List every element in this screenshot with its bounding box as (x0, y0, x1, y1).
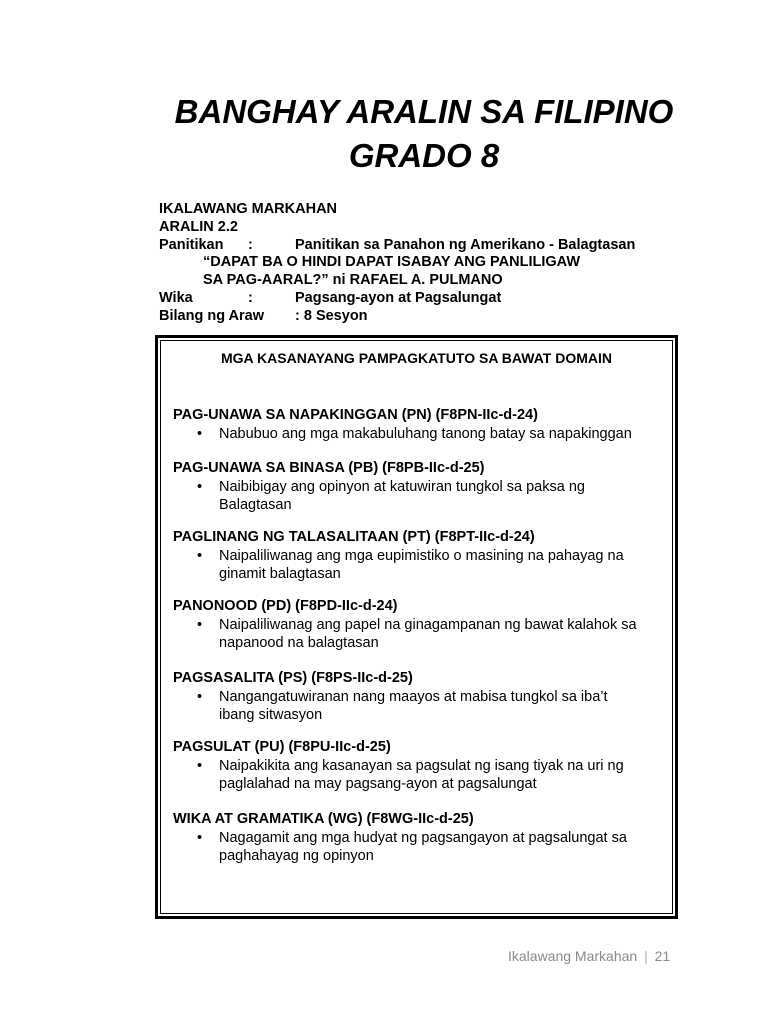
domain-list (173, 425, 673, 443)
domain-title: PAGSULAT (PU) (F8PU-IIc-d-25) (173, 739, 391, 755)
panitikan-value: Panitikan sa Panahon ng Amerikano - Balagtasan (295, 236, 636, 253)
domain-title: PAGSASALITA (PS) (F8PS-IIc-d-25) (173, 670, 413, 686)
domain-list (173, 829, 673, 865)
domain-pt (173, 528, 673, 583)
page-footer (508, 948, 670, 964)
competencies-box-inner (160, 340, 673, 914)
domain-pu (173, 738, 673, 793)
domain-wg (173, 810, 673, 865)
lesson-meta (159, 201, 719, 326)
competencies-box (155, 335, 678, 919)
panitikan-colon: : (248, 236, 253, 253)
wika-colon: : (248, 289, 253, 306)
aralin-label: ARALIN 2.2 (159, 218, 238, 235)
akda-line-1: “DAPAT BA O HINDI DAPAT ISABAY ANG PANLILIGAW (203, 254, 581, 271)
document-title (0, 90, 768, 178)
domain-list (173, 757, 673, 793)
bilang-label: Bilang ng Araw (159, 307, 264, 324)
list-item: • Nagagamit ang mga hudyat ng pagsangayon at pagsalungat sa paghahayag ng opinyon (173, 829, 639, 865)
wika-label: Wika (159, 289, 193, 306)
domain-title: PAG-UNAWA SA BINASA (PB) (F8PB-IIc-d-25) (173, 460, 485, 476)
list-item: • Naipaliliwanag ang papel na ginagampanan ng bawat kalahok sa napanood na balagtasan (173, 616, 639, 652)
domain-ps (173, 669, 673, 724)
list-item: • Nangangatuwiranan nang maayos at mabisa tungkol sa iba’t ibang sitwasyon (173, 688, 639, 724)
domain-pd (173, 597, 673, 652)
domain-list (173, 688, 673, 724)
bilang-value: : 8 Sesyon (295, 307, 368, 324)
footer-label: Ikalawang Markahan (508, 948, 638, 964)
wika-value: Pagsang-ayon at Pagsalungat (295, 289, 502, 306)
title-line-2: GRADO 8 (348, 137, 500, 174)
domain-list (173, 478, 673, 514)
footer-separator: | (644, 948, 648, 964)
domain-title: WIKA AT GRAMATIKA (WG) (F8WG-IIc-d-25) (173, 811, 474, 827)
page-number: 21 (654, 948, 671, 964)
list-item: • Naipakikita ang kasanayan sa pagsulat ng isang tiyak na uri ng paglalahad na may pagsang-ayon at pagsalungat (173, 757, 639, 793)
title-line-1: BANGHAY ARALIN SA FILIPINO (174, 93, 674, 130)
domain-title: PAGLINANG NG TALASALITAAN (PT) (F8PT-IIc-d-24) (173, 529, 535, 545)
panitikan-label: Panitikan (159, 236, 224, 253)
markahan-label: IKALAWANG MARKAHAN (159, 201, 338, 217)
list-item: • Nabubuo ang mga makabuluhang tanong batay sa napakinggan (173, 425, 639, 443)
domain-title: PANONOOD (PD) (F8PD-IIc-d-24) (173, 598, 398, 614)
akda-line-2: SA PAG-AARAL?” ni RAFAEL A. PULMANO (203, 272, 503, 289)
domain-pb (173, 459, 673, 514)
domain-title: PAG-UNAWA SA NAPAKINGGAN (PN) (F8PN-IIc-d-24) (173, 407, 538, 423)
list-item: • Naibibigay ang opinyon at katuwiran tungkol sa paksa ng Balagtasan (173, 478, 639, 514)
list-item: • Naipaliliwanag ang mga eupimistiko o masining na pahayag na ginamit balagtasan (173, 547, 639, 583)
domain-pn (173, 406, 673, 443)
competencies-heading: MGA KASANAYANG PAMPAGKATUTO SA BAWAT DOMAIN (221, 350, 612, 366)
domain-list (173, 616, 673, 652)
domain-list (173, 547, 673, 583)
